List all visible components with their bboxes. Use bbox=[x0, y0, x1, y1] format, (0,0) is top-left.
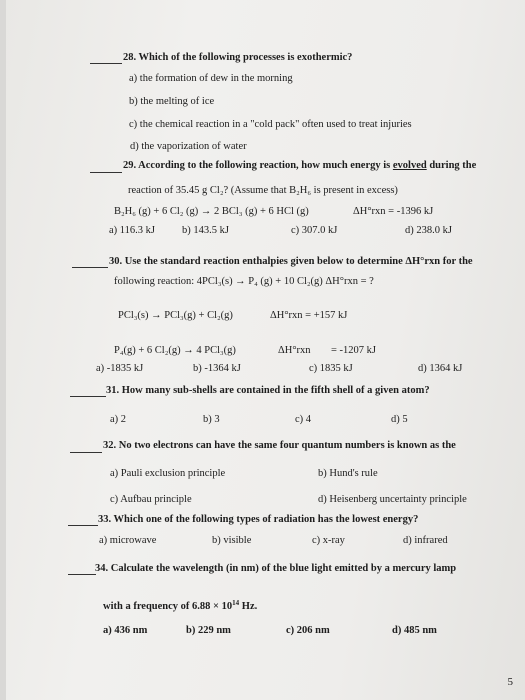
q34-line2 bbox=[103, 597, 257, 613]
q28-option-b: b) the melting of ice bbox=[129, 96, 215, 107]
q32-option-b: b) Hund's rule bbox=[318, 468, 378, 479]
page-number: 5 bbox=[507, 676, 513, 688]
q28-option-a: a) the formation of dew in the morning bbox=[129, 73, 293, 84]
q29-stem-end: during the bbox=[426, 160, 477, 171]
q34-frequency-unit: Hz. bbox=[239, 601, 258, 612]
q30-given-1: PCl₃(s) → PCl₃(g) + Cl₂(g) bbox=[118, 310, 233, 321]
q32-option-d: d) Heisenberg uncertainty principle bbox=[318, 494, 467, 505]
q34-option-c: c) 206 nm bbox=[286, 625, 330, 636]
answer-blank-28[interactable] bbox=[90, 63, 122, 64]
q30-given-2-enthalpy-label: ΔH°rxn bbox=[278, 345, 311, 356]
q31-option-a: a) 2 bbox=[110, 414, 127, 425]
worksheet-page bbox=[6, 0, 525, 700]
q34-frequency-exponent: 14 bbox=[232, 599, 240, 607]
q28-option-d: d) the vaporization of water bbox=[130, 141, 247, 152]
answer-blank-33[interactable] bbox=[68, 525, 98, 526]
q30-option-d: d) 1364 kJ bbox=[418, 363, 463, 374]
q30-option-c: c) 1835 kJ bbox=[309, 363, 353, 374]
answer-blank-32[interactable] bbox=[70, 452, 102, 453]
q34-option-a: a) 436 nm bbox=[103, 625, 148, 636]
q29-enthalpy: ΔH°rxn = -1396 kJ bbox=[353, 206, 434, 217]
answer-blank-31[interactable] bbox=[70, 396, 106, 397]
question-28-stem: 28. Which of the following processes is exothermic? bbox=[123, 52, 353, 63]
q29-reaction: B₂H₆ (g) + 6 Cl₂ (g) → 2 BCl₃ (g) + 6 HCl (g) bbox=[114, 206, 309, 217]
q31-option-c: c) 4 bbox=[295, 414, 312, 425]
q30-option-b: b) -1364 kJ bbox=[193, 363, 241, 374]
q30-given-2: P₄(g) + 6 Cl₂(g) → 4 PCl₃(g) bbox=[114, 345, 236, 356]
q30-line2: following reaction: 4PCl₃(s) → P₄ (g) + 10 Cl₂(g) ΔH°rxn = ? bbox=[114, 276, 374, 287]
question-32-stem: 32. No two electrons can have the same four quantum numbers is known as the bbox=[103, 440, 456, 451]
q29-line2: reaction of 35.45 g Cl₂? (Assume that B₂H₆ is present in excess) bbox=[128, 185, 398, 196]
q33-option-c: c) x-ray bbox=[312, 535, 345, 546]
q34-option-d: d) 485 nm bbox=[392, 625, 437, 636]
q31-option-b: b) 3 bbox=[203, 414, 220, 425]
q31-option-d: d) 5 bbox=[391, 414, 408, 425]
question-30-stem: 30. Use the standard reaction enthalpies given below to determine ΔH°rxn for the bbox=[109, 256, 473, 267]
q29-option-a: a) 116.3 kJ bbox=[109, 225, 155, 236]
q32-option-c: c) Aufbau principle bbox=[110, 494, 192, 505]
q33-option-b: b) visible bbox=[212, 535, 252, 546]
q30-given-2-enthalpy-value: = -1207 kJ bbox=[331, 345, 377, 356]
q33-option-d: d) infrared bbox=[403, 535, 448, 546]
q33-option-a: a) microwave bbox=[99, 535, 157, 546]
q30-option-a: a) -1835 kJ bbox=[96, 363, 144, 374]
q29-option-c: c) 307.0 kJ bbox=[291, 225, 338, 236]
q29-option-d: d) 238.0 kJ bbox=[405, 225, 452, 236]
q29-option-b: b) 143.5 kJ bbox=[182, 225, 229, 236]
question-29-stem bbox=[123, 160, 476, 172]
q34-frequency-text: with a frequency of 6.88 × 10 bbox=[103, 601, 233, 612]
q28-option-c: c) the chemical reaction in a "cold pack" often used to treat injuries bbox=[129, 119, 412, 130]
answer-blank-30[interactable] bbox=[72, 267, 108, 268]
q29-stem-text: 29. According to the following reaction, how much energy is bbox=[123, 160, 393, 171]
question-31-stem: 31. How many sub-shells are contained in the fifth shell of a given atom? bbox=[106, 385, 430, 396]
q32-option-a: a) Pauli exclusion principle bbox=[110, 468, 226, 479]
question-33-stem: 33. Which one of the following types of radiation has the lowest energy? bbox=[98, 514, 419, 525]
q30-given-1-enthalpy: ΔH°rxn = +157 kJ bbox=[270, 310, 348, 321]
answer-blank-34[interactable] bbox=[68, 574, 96, 575]
answer-blank-29[interactable] bbox=[90, 172, 122, 173]
q34-option-b: b) 229 nm bbox=[186, 625, 231, 636]
q29-stem-emphasis: evolved bbox=[392, 160, 427, 171]
question-34-stem: 34. Calculate the wavelength (in nm) of the blue light emitted by a mercury lamp bbox=[95, 563, 457, 574]
